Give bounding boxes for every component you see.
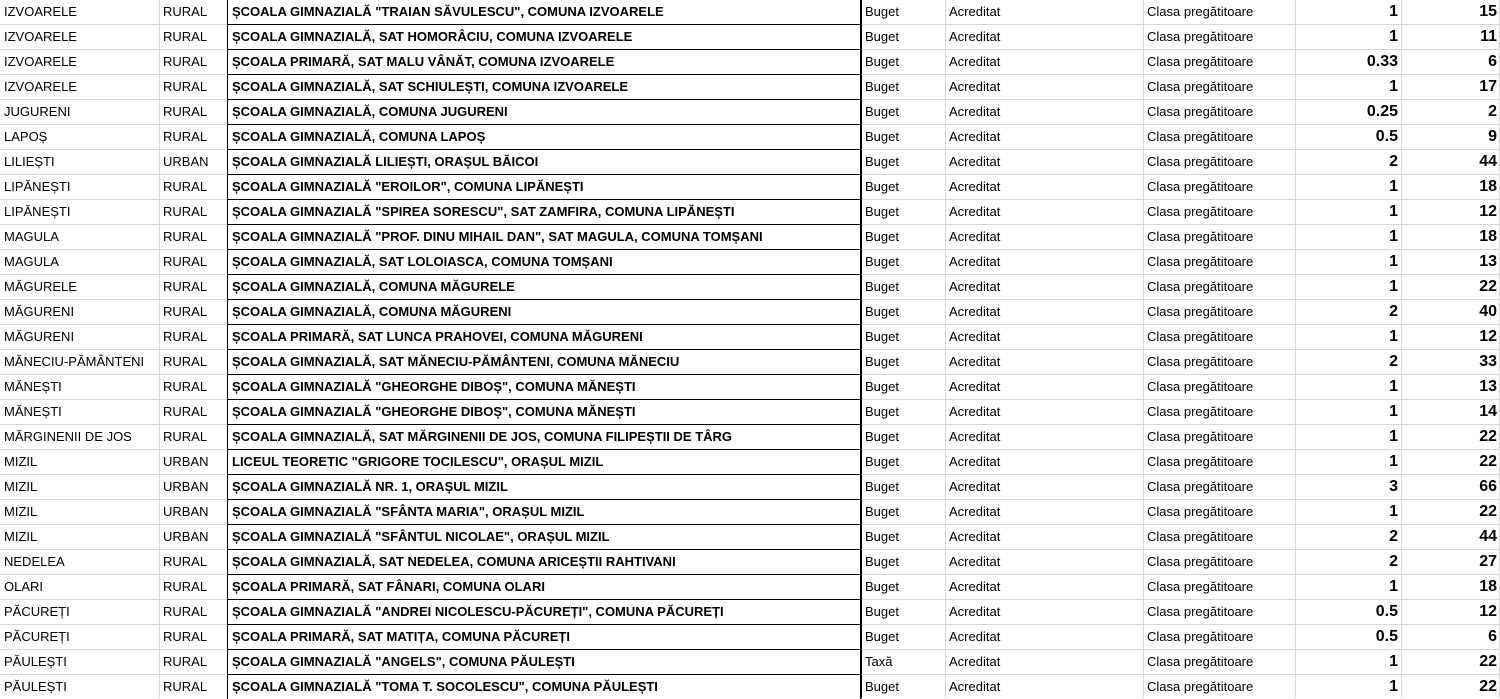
cell-groups[interactable]: 0.5	[1375, 628, 1398, 645]
cell-accreditation[interactable]: Acreditat	[949, 554, 1001, 569]
cell-environment[interactable]: RURAL	[163, 204, 208, 219]
cell-places[interactable]: 18	[1479, 578, 1497, 595]
cell-financing[interactable]: Buget	[865, 354, 899, 369]
cell-school-name[interactable]: ȘCOALA GIMNAZIALĂ "ANDREI NICOLESCU-PĂCUREȚI", COMUNA PĂCUREȚI	[227, 599, 861, 624]
table-row	[0, 424, 1500, 449]
cell-places[interactable]: 12	[1479, 328, 1497, 345]
cell-financing[interactable]: Taxă	[865, 654, 893, 669]
cell-accreditation[interactable]: Acreditat	[949, 654, 1001, 669]
cell-financing[interactable]: Buget	[865, 304, 899, 319]
cell-financing[interactable]: Buget	[865, 4, 899, 19]
cell-class[interactable]: Clasa pregătitoare	[1147, 254, 1254, 269]
cell-school-name[interactable]: ȘCOALA GIMNAZIALĂ NR. 1, ORAȘUL MIZIL	[227, 474, 861, 499]
cell-groups[interactable]: 1	[1389, 428, 1398, 445]
cell-locality[interactable]: OLARI	[4, 579, 44, 594]
cell-school-name[interactable]: ȘCOALA GIMNAZIALĂ, SAT MĂRGINENII DE JOS, COMUNA FILIPEȘTII DE TÂRG	[227, 424, 861, 449]
cell-school-name[interactable]: ȘCOALA GIMNAZIALĂ "SFÂNTUL NICOLAE", ORAȘUL MIZIL	[227, 524, 861, 549]
cell-locality[interactable]: LIPĂNEȘTI	[4, 179, 71, 194]
cell-places[interactable]: 15	[1479, 3, 1497, 20]
cell-places[interactable]: 22	[1479, 453, 1497, 470]
cell-accreditation[interactable]: Acreditat	[949, 29, 1001, 44]
cell-locality[interactable]: LILIEȘTI	[4, 154, 55, 169]
cell-financing[interactable]: Buget	[865, 429, 899, 444]
cell-school-name[interactable]: ȘCOALA GIMNAZIALĂ, COMUNA MĂGURELE	[227, 274, 861, 299]
cell-places[interactable]: 22	[1479, 678, 1497, 695]
cell-financing[interactable]: Buget	[865, 204, 899, 219]
cell-groups[interactable]: 1	[1389, 678, 1398, 695]
cell-environment[interactable]: RURAL	[163, 629, 208, 644]
cell-financing[interactable]: Buget	[865, 479, 899, 494]
cell-locality[interactable]: MAGULA	[4, 229, 59, 244]
cell-accreditation[interactable]: Acreditat	[949, 679, 1001, 694]
cell-accreditation[interactable]: Acreditat	[949, 354, 1001, 369]
cell-accreditation[interactable]: Acreditat	[949, 579, 1001, 594]
cell-groups[interactable]: 0.33	[1366, 53, 1398, 70]
cell-financing[interactable]: Buget	[865, 604, 899, 619]
cell-locality[interactable]: MĂRGINENII DE JOS	[4, 429, 132, 444]
cell-environment[interactable]: RURAL	[163, 554, 208, 569]
cell-locality[interactable]: PĂULEȘTI	[4, 654, 67, 669]
table-row	[0, 549, 1500, 574]
table-row	[0, 399, 1500, 424]
cell-school-name[interactable]: ȘCOALA GIMNAZIALĂ, COMUNA LAPOȘ	[227, 124, 861, 149]
cell-locality[interactable]: MĂNEȘTI	[4, 404, 62, 419]
cell-school-name[interactable]: ȘCOALA GIMNAZIALĂ "SFÂNTA MARIA", ORAȘUL MIZIL	[227, 499, 861, 524]
table-row	[0, 324, 1500, 349]
cell-financing[interactable]: Buget	[865, 529, 899, 544]
cell-environment[interactable]: RURAL	[163, 654, 208, 669]
cell-school-name[interactable]: ȘCOALA PRIMARĂ, SAT MATIȚA, COMUNA PĂCUREȚI	[227, 624, 861, 649]
cell-places[interactable]: 6	[1488, 628, 1497, 645]
cell-locality[interactable]: MĂNEȘTI	[4, 379, 62, 394]
cell-places[interactable]: 13	[1479, 253, 1497, 270]
cell-groups[interactable]: 1	[1389, 453, 1398, 470]
cell-places[interactable]: 17	[1479, 78, 1497, 95]
cell-places[interactable]: 33	[1479, 353, 1497, 370]
table-row	[0, 249, 1500, 274]
cell-places[interactable]: 66	[1479, 478, 1497, 495]
cell-places[interactable]: 9	[1488, 128, 1497, 145]
cell-financing[interactable]: Buget	[865, 579, 899, 594]
cell-environment[interactable]: RURAL	[163, 579, 208, 594]
cell-financing[interactable]: Buget	[865, 404, 899, 419]
cell-locality[interactable]: LIPĂNEȘTI	[4, 204, 71, 219]
cell-groups[interactable]: 1	[1389, 278, 1398, 295]
cell-places[interactable]: 40	[1479, 303, 1497, 320]
cell-places[interactable]: 18	[1479, 178, 1497, 195]
cell-places[interactable]: 22	[1479, 428, 1497, 445]
cell-places[interactable]: 22	[1479, 653, 1497, 670]
cell-class[interactable]: Clasa pregătitoare	[1147, 154, 1254, 169]
cell-class[interactable]: Clasa pregătitoare	[1147, 529, 1254, 544]
cell-class[interactable]: Clasa pregătitoare	[1147, 404, 1254, 419]
cell-class[interactable]: Clasa pregătitoare	[1147, 354, 1254, 369]
cell-environment[interactable]: URBAN	[163, 529, 209, 544]
cell-environment[interactable]: RURAL	[163, 304, 208, 319]
cell-financing[interactable]: Buget	[865, 129, 899, 144]
cell-locality[interactable]: MĂNECIU-PĂMÂNTENI	[4, 354, 145, 369]
cell-accreditation[interactable]: Acreditat	[949, 254, 1001, 269]
cell-groups[interactable]: 1	[1389, 378, 1398, 395]
cell-accreditation[interactable]: Acreditat	[949, 304, 1001, 319]
cell-accreditation[interactable]: Acreditat	[949, 429, 1001, 444]
cell-accreditation[interactable]: Acreditat	[949, 604, 1001, 619]
cell-groups[interactable]: 1	[1389, 578, 1398, 595]
cell-school-name[interactable]: ȘCOALA GIMNAZIALĂ, COMUNA MĂGURENI	[227, 299, 861, 324]
cell-accreditation[interactable]: Acreditat	[949, 79, 1001, 94]
table-row	[0, 649, 1500, 674]
cell-accreditation[interactable]: Acreditat	[949, 504, 1001, 519]
cell-accreditation[interactable]: Acreditat	[949, 404, 1001, 419]
cell-environment[interactable]: RURAL	[163, 679, 208, 694]
cell-accreditation[interactable]: Acreditat	[949, 154, 1001, 169]
table-row	[0, 174, 1500, 199]
cell-accreditation[interactable]: Acreditat	[949, 4, 1001, 19]
cell-school-name[interactable]: ȘCOALA GIMNAZIALĂ, COMUNA JUGURENI	[227, 99, 861, 124]
cell-school-name[interactable]: ȘCOALA PRIMARĂ, SAT LUNCA PRAHOVEI, COMUNA MĂGURENI	[227, 324, 861, 349]
cell-school-name[interactable]: ȘCOALA GIMNAZIALĂ "TOMA T. SOCOLESCU", COMUNA PĂULEȘTI	[227, 674, 861, 699]
cell-groups[interactable]: 2	[1389, 528, 1398, 545]
cell-groups[interactable]: 1	[1389, 328, 1398, 345]
cell-places[interactable]: 12	[1479, 603, 1497, 620]
cell-accreditation[interactable]: Acreditat	[949, 54, 1001, 69]
cell-environment[interactable]: RURAL	[163, 29, 208, 44]
table-row	[0, 449, 1500, 474]
cell-environment[interactable]: URBAN	[163, 479, 209, 494]
cell-locality[interactable]: MIZIL	[4, 529, 38, 544]
cell-places[interactable]: 13	[1479, 378, 1497, 395]
table-row	[0, 274, 1500, 299]
cell-class[interactable]: Clasa pregătitoare	[1147, 429, 1254, 444]
cell-places[interactable]: 6	[1488, 53, 1497, 70]
cell-places[interactable]: 44	[1479, 528, 1497, 545]
cell-financing[interactable]: Buget	[865, 279, 899, 294]
cell-school-name[interactable]: ȘCOALA GIMNAZIALĂ "ANGELS", COMUNA PĂULEȘTI	[227, 649, 861, 674]
cell-locality[interactable]: JUGURENI	[4, 104, 71, 119]
cell-environment[interactable]: RURAL	[163, 329, 208, 344]
cell-environment[interactable]: RURAL	[163, 354, 208, 369]
cell-school-name[interactable]: ȘCOALA GIMNAZIALĂ LILIEȘTI, ORAȘUL BĂICOI	[227, 149, 861, 174]
table-row	[0, 224, 1500, 249]
table-row	[0, 674, 1500, 699]
table-row	[0, 599, 1500, 624]
cell-locality[interactable]: IZVOARELE	[4, 79, 77, 94]
table-row	[0, 0, 1500, 24]
cell-class[interactable]: Clasa pregătitoare	[1147, 379, 1254, 394]
cell-locality[interactable]: MĂGURELE	[4, 279, 77, 294]
cell-groups[interactable]: 2	[1389, 353, 1398, 370]
cell-groups[interactable]: 3	[1389, 478, 1398, 495]
cell-locality[interactable]: MIZIL	[4, 454, 38, 469]
cell-class[interactable]: Clasa pregătitoare	[1147, 104, 1254, 119]
cell-environment[interactable]: URBAN	[163, 454, 209, 469]
cell-school-name[interactable]: ȘCOALA GIMNAZIALĂ "GHEORGHE DIBOȘ", COMUNA MĂNEȘTI	[227, 399, 861, 424]
cell-places[interactable]: 27	[1479, 553, 1497, 570]
cell-places[interactable]: 2	[1488, 103, 1497, 120]
cell-financing[interactable]: Buget	[865, 154, 899, 169]
cell-class[interactable]: Clasa pregătitoare	[1147, 179, 1254, 194]
cell-financing[interactable]: Buget	[865, 554, 899, 569]
cell-locality[interactable]: MAGULA	[4, 254, 59, 269]
table-row	[0, 99, 1500, 124]
cell-groups[interactable]: 2	[1389, 153, 1398, 170]
cell-environment[interactable]: URBAN	[163, 154, 209, 169]
cell-locality[interactable]: MIZIL	[4, 504, 38, 519]
cell-groups[interactable]: 1	[1389, 653, 1398, 670]
cell-locality[interactable]: IZVOARELE	[4, 29, 77, 44]
cell-groups[interactable]: 2	[1389, 303, 1398, 320]
cell-environment[interactable]: RURAL	[163, 4, 208, 19]
cell-accreditation[interactable]: Acreditat	[949, 379, 1001, 394]
cell-groups[interactable]: 1	[1389, 228, 1398, 245]
cell-school-name[interactable]: ȘCOALA GIMNAZIALĂ "GHEORGHE DIBOȘ", COMUNA MĂNEȘTI	[227, 374, 861, 399]
cell-groups[interactable]: 1	[1389, 403, 1398, 420]
cell-financing[interactable]: Buget	[865, 254, 899, 269]
table-row	[0, 499, 1500, 524]
table-row	[0, 474, 1500, 499]
cell-school-name[interactable]: ȘCOALA GIMNAZIALĂ "SPIREA SORESCU", SAT ZAMFIRA, COMUNA LIPĂNEȘTI	[227, 199, 861, 224]
cell-class[interactable]: Clasa pregătitoare	[1147, 504, 1254, 519]
cell-groups[interactable]: 1	[1389, 78, 1398, 95]
cell-accreditation[interactable]: Acreditat	[949, 229, 1001, 244]
cell-school-name[interactable]: ȘCOALA GIMNAZIALĂ, SAT SCHIULEȘTI, COMUNA IZVOARELE	[227, 74, 861, 99]
cell-environment[interactable]: RURAL	[163, 179, 208, 194]
cell-school-name[interactable]: ȘCOALA GIMNAZIALĂ "TRAIAN SĂVULESCU", COMUNA IZVOARELE	[227, 0, 861, 24]
cell-financing[interactable]: Buget	[865, 229, 899, 244]
cell-financing[interactable]: Buget	[865, 629, 899, 644]
cell-school-name[interactable]: ȘCOALA PRIMARĂ, SAT FÂNARI, COMUNA OLARI	[227, 574, 861, 599]
cell-class[interactable]: Clasa pregătitoare	[1147, 304, 1254, 319]
cell-financing[interactable]: Buget	[865, 504, 899, 519]
cell-financing[interactable]: Buget	[865, 679, 899, 694]
cell-financing[interactable]: Buget	[865, 104, 899, 119]
cell-class[interactable]: Clasa pregătitoare	[1147, 329, 1254, 344]
cell-financing[interactable]: Buget	[865, 79, 899, 94]
cell-accreditation[interactable]: Acreditat	[949, 629, 1001, 644]
cell-class[interactable]: Clasa pregătitoare	[1147, 579, 1254, 594]
cell-locality[interactable]: MĂGURENI	[4, 329, 75, 344]
cell-environment[interactable]: RURAL	[163, 54, 208, 69]
cell-places[interactable]: 22	[1479, 278, 1497, 295]
cell-class[interactable]: Clasa pregătitoare	[1147, 479, 1254, 494]
table-row	[0, 624, 1500, 649]
cell-locality[interactable]: IZVOARELE	[4, 4, 77, 19]
cell-environment[interactable]: RURAL	[163, 604, 208, 619]
cell-school-name[interactable]: ȘCOALA GIMNAZIALĂ, SAT NEDELEA, COMUNA ARICEȘTII RAHTIVANI	[227, 549, 861, 574]
cell-groups[interactable]: 1	[1389, 203, 1398, 220]
cell-environment[interactable]: RURAL	[163, 79, 208, 94]
cell-places[interactable]: 44	[1479, 153, 1497, 170]
table-row	[0, 349, 1500, 374]
table-row	[0, 574, 1500, 599]
table-row	[0, 74, 1500, 99]
cell-locality[interactable]: PĂULEȘTI	[4, 679, 67, 694]
cell-school-name[interactable]: ȘCOALA GIMNAZIALĂ, SAT MĂNECIU-PĂMÂNTENI, COMUNA MĂNECIU	[227, 349, 861, 374]
cell-financing[interactable]: Buget	[865, 379, 899, 394]
cell-locality[interactable]: PĂCUREȚI	[4, 604, 70, 619]
table-row	[0, 199, 1500, 224]
cell-places[interactable]: 14	[1479, 403, 1497, 420]
table-row	[0, 24, 1500, 49]
cell-groups[interactable]: 1	[1389, 28, 1398, 45]
cell-places[interactable]: 12	[1479, 203, 1497, 220]
cell-accreditation[interactable]: Acreditat	[949, 529, 1001, 544]
cell-places[interactable]: 22	[1479, 503, 1497, 520]
table-row	[0, 149, 1500, 174]
cell-class[interactable]: Clasa pregătitoare	[1147, 454, 1254, 469]
cell-school-name[interactable]: ȘCOALA GIMNAZIALĂ, SAT HOMORÂCIU, COMUNA IZVOARELE	[227, 24, 861, 49]
cell-environment[interactable]: RURAL	[163, 404, 208, 419]
cell-accreditation[interactable]: Acreditat	[949, 479, 1001, 494]
cell-school-name[interactable]: ȘCOALA GIMNAZIALĂ "EROILOR", COMUNA LIPĂNEȘTI	[227, 174, 861, 199]
cell-class[interactable]: Clasa pregătitoare	[1147, 279, 1254, 294]
cell-groups[interactable]: 1	[1389, 253, 1398, 270]
cell-locality[interactable]: LAPOȘ	[4, 129, 48, 144]
table-row	[0, 374, 1500, 399]
cell-environment[interactable]: RURAL	[163, 429, 208, 444]
table-row	[0, 299, 1500, 324]
cell-groups[interactable]: 1	[1389, 3, 1398, 20]
cell-environment[interactable]: RURAL	[163, 104, 208, 119]
cell-locality[interactable]: MĂGURENI	[4, 304, 75, 319]
cell-school-name[interactable]: ȘCOALA PRIMARĂ, SAT MALU VÂNĂT, COMUNA IZVOARELE	[227, 49, 861, 74]
cell-class[interactable]: Clasa pregătitoare	[1147, 554, 1254, 569]
cell-environment[interactable]: RURAL	[163, 254, 208, 269]
cell-financing[interactable]: Buget	[865, 454, 899, 469]
cell-accreditation[interactable]: Acreditat	[949, 329, 1001, 344]
cell-environment[interactable]: RURAL	[163, 229, 208, 244]
cell-accreditation[interactable]: Acreditat	[949, 104, 1001, 119]
cell-groups[interactable]: 1	[1389, 178, 1398, 195]
cell-groups[interactable]: 0.5	[1375, 603, 1398, 620]
cell-financing[interactable]: Buget	[865, 329, 899, 344]
cell-class[interactable]: Clasa pregătitoare	[1147, 604, 1254, 619]
cell-financing[interactable]: Buget	[865, 54, 899, 69]
cell-class[interactable]: Clasa pregătitoare	[1147, 29, 1254, 44]
cell-groups[interactable]: 0.25	[1366, 103, 1398, 120]
cell-accreditation[interactable]: Acreditat	[949, 179, 1001, 194]
cell-accreditation[interactable]: Acreditat	[949, 279, 1001, 294]
cell-class[interactable]: Clasa pregătitoare	[1147, 204, 1254, 219]
cell-environment[interactable]: URBAN	[163, 504, 209, 519]
cell-class[interactable]: Clasa pregătitoare	[1147, 629, 1254, 644]
cell-places[interactable]: 11	[1480, 28, 1497, 45]
cell-class[interactable]: Clasa pregătitoare	[1147, 229, 1254, 244]
cell-environment[interactable]: RURAL	[163, 379, 208, 394]
cell-locality[interactable]: IZVOARELE	[4, 54, 77, 69]
cell-school-name[interactable]: ȘCOALA GIMNAZIALĂ, SAT LOLOIASCA, COMUNA TOMȘANI	[227, 249, 861, 274]
cell-locality[interactable]: PĂCUREȚI	[4, 629, 70, 644]
cell-class[interactable]: Clasa pregătitoare	[1147, 654, 1254, 669]
cell-groups[interactable]: 1	[1389, 503, 1398, 520]
cell-class[interactable]: Clasa pregătitoare	[1147, 79, 1254, 94]
cell-school-name[interactable]: LICEUL TEORETIC "GRIGORE TOCILESCU", ORAȘUL MIZIL	[227, 449, 861, 474]
cell-school-name[interactable]: ȘCOALA GIMNAZIALĂ "PROF. DINU MIHAIL DAN", SAT MAGULA, COMUNA TOMȘANI	[227, 224, 861, 249]
table-row	[0, 124, 1500, 149]
cell-locality[interactable]: NEDELEA	[4, 554, 65, 569]
cell-class[interactable]: Clasa pregătitoare	[1147, 129, 1254, 144]
table-row	[0, 524, 1500, 549]
cell-accreditation[interactable]: Acreditat	[949, 204, 1001, 219]
cell-financing[interactable]: Buget	[865, 179, 899, 194]
cell-accreditation[interactable]: Acreditat	[949, 454, 1001, 469]
cell-environment[interactable]: RURAL	[163, 129, 208, 144]
cell-places[interactable]: 18	[1479, 228, 1497, 245]
cell-groups[interactable]: 0.5	[1375, 128, 1398, 145]
cell-locality[interactable]: MIZIL	[4, 479, 38, 494]
table-row	[0, 49, 1500, 74]
cell-financing[interactable]: Buget	[865, 29, 899, 44]
cell-class[interactable]: Clasa pregătitoare	[1147, 679, 1254, 694]
cell-groups[interactable]: 2	[1389, 553, 1398, 570]
cell-accreditation[interactable]: Acreditat	[949, 129, 1001, 144]
cell-class[interactable]: Clasa pregătitoare	[1147, 54, 1254, 69]
cell-environment[interactable]: RURAL	[163, 279, 208, 294]
cell-class[interactable]: Clasa pregătitoare	[1147, 4, 1254, 19]
